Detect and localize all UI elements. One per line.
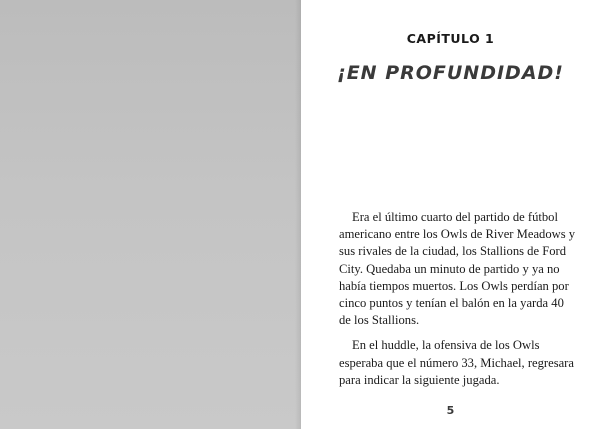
text-line: americano entre los Owls de River Meadows y <box>339 227 576 242</box>
body-text <box>339 209 587 397</box>
paragraph-1 <box>339 209 587 329</box>
text-line: cinco puntos y tenían el balón en la yarda 40 <box>339 296 564 311</box>
page-number: 5 <box>446 404 455 417</box>
paragraph-2 <box>339 337 587 389</box>
text-line: City. Quedaba un minuto de partido y ya no <box>339 261 560 276</box>
text-line: sus rivales de la ciudad, los Stallions de Ford <box>339 244 567 259</box>
chapter-title: ¡EN PROFUNDIDAD! <box>337 62 564 84</box>
chapter-label: CAPÍTULO 1 <box>406 31 495 46</box>
right-page <box>301 0 600 429</box>
text-line: esperaba que el número 33, Michael, regresara <box>339 355 574 370</box>
text-line: había tiempos muertos. Los Owls perdían por <box>339 278 569 293</box>
text-line: Era el último cuarto del partido de fútbol <box>352 210 558 224</box>
text-line: de los Stallions. <box>339 313 420 328</box>
text-line: En el huddle, la ofensiva de los Owls <box>352 338 540 353</box>
text-line: para indicar la siguiente jugada. <box>339 372 500 387</box>
